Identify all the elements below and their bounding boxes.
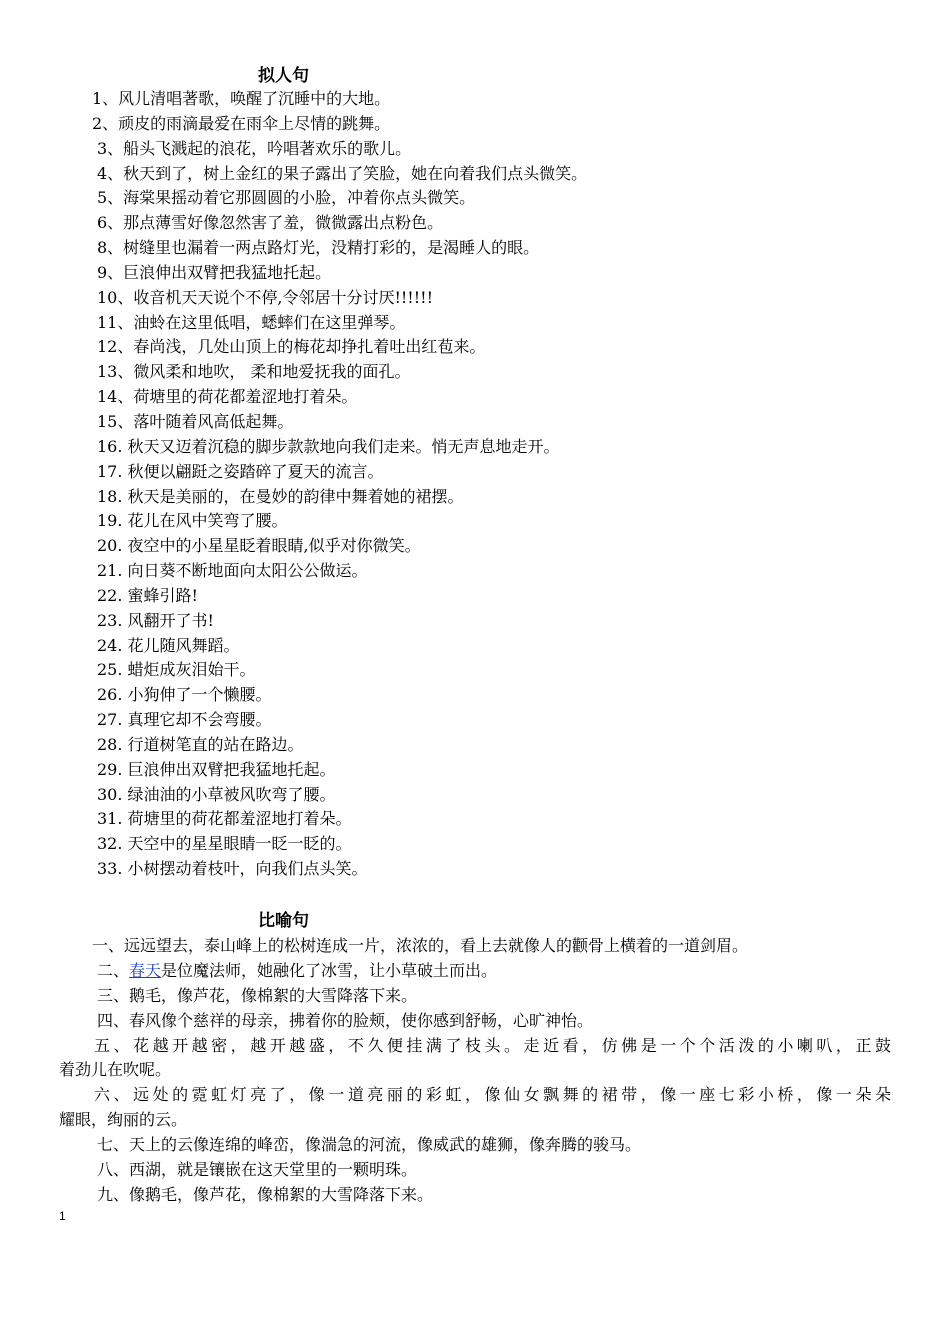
personification-item-text: 13、微风柔和地吹， 柔和地爱抚我的面孔。 — [97, 362, 411, 382]
personification-item-text: 21. 向日葵不断地面向太阳公公做运。 — [97, 561, 368, 581]
personification-item-text: 24. 花儿随风舞蹈。 — [97, 635, 240, 655]
personification-item-text: 27. 真理它却不会弯腰。 — [97, 710, 272, 730]
personification-item — [0, 634, 950, 659]
personification-item-text: 3、船头飞溅起的浪花，吟唱著欢乐的歌儿。 — [97, 138, 412, 158]
personification-item — [0, 584, 950, 609]
personification-item — [0, 485, 950, 510]
personification-item — [0, 87, 950, 112]
personification-item-text: 11、油蛉在这里低唱，蟋蟀们在这里弹琴。 — [97, 312, 406, 332]
simile-item-prefix: 二、 — [97, 960, 130, 980]
personification-item — [0, 435, 950, 460]
personification-item — [0, 857, 950, 882]
personification-item-text: 23. 风翻开了书! — [97, 610, 214, 630]
personification-item-text: 9、巨浪伸出双臂把我猛地托起。 — [97, 262, 332, 282]
simile-item: 五、花越开越密，越开越盛，不久便挂满了枝头。走近看，仿佛是一个个活泼的小喇叭，正鼓 — [94, 1035, 891, 1055]
simile-item: 四、春风像个慈祥的母亲，拂着你的脸颊，使你感到舒畅，心旷神怡。 — [97, 1010, 594, 1030]
personification-item — [0, 832, 950, 857]
personification-item — [0, 385, 950, 410]
personification-item — [0, 162, 950, 187]
simile-item: 七、天上的云像连绵的峰峦，像湍急的河流，像威武的雄狮，像奔腾的骏马。 — [97, 1135, 642, 1155]
personification-item — [0, 658, 950, 683]
personification-item-text: 19. 花儿在风中笑弯了腰。 — [97, 511, 288, 531]
personification-item — [0, 360, 950, 385]
personification-item-text: 28. 行道树笔直的站在路边。 — [97, 734, 304, 754]
personification-item-text: 32. 天空中的星星眼睛一眨一眨的。 — [97, 834, 352, 854]
personification-item-text: 25. 蜡炬成灰泪始干。 — [97, 660, 256, 680]
simile-item: 六、远处的霓虹灯亮了，像一道亮丽的彩虹，像仙女飘舞的裙带，像一座七彩小桥，像一朵朵 — [94, 1085, 891, 1105]
personification-item — [0, 186, 950, 211]
personification-item-text: 1、风儿清唱著歌，唤醒了沉睡中的大地。 — [92, 89, 391, 108]
personification-item-text: 20. 夜空中的小星星眨着眼睛,似乎对你微笑。 — [97, 536, 421, 556]
personification-item — [0, 460, 950, 485]
personification-item-text: 30. 绿油油的小草被风吹弯了腰。 — [97, 784, 336, 804]
personification-item — [0, 534, 950, 559]
personification-item — [0, 261, 950, 286]
personification-item — [0, 311, 950, 336]
personification-item-text: 22. 蜜蜂引路! — [97, 585, 198, 605]
personification-item — [0, 708, 950, 733]
spring-link[interactable]: 春天 — [129, 960, 162, 980]
personification-item — [0, 807, 950, 832]
personification-item-text: 8、树缝里也漏着一两点路灯光，没精打彩的，是渴睡人的眼。 — [97, 238, 540, 258]
personification-item — [0, 286, 950, 311]
simile-item: 九、像鹅毛，像芦花，像棉絮的大雪降落下来。 — [97, 1184, 434, 1204]
personification-item — [0, 236, 950, 261]
personification-item-text: 18. 秋天是美丽的，在曼妙的韵律中舞着她的裙摆。 — [97, 486, 464, 506]
personification-item — [0, 211, 950, 236]
personification-item-text: 31. 荷塘里的荷花都羞涩地打着朵。 — [97, 809, 352, 829]
personification-item-text: 6、那点薄雪好像忽然害了羞，微微露出点粉色。 — [97, 213, 444, 233]
personification-item — [0, 410, 950, 435]
simile-item — [0, 959, 950, 984]
section-title-personification: 拟人句 — [258, 66, 309, 86]
personification-item-text: 33. 小树摆动着枝叶，向我们点头笑。 — [97, 859, 368, 879]
page-number: 1 — [59, 1209, 66, 1223]
simile-item: 三、鹅毛，像芦花，像棉絮的大雪降落下来。 — [97, 985, 418, 1005]
simile-item-rest: 是位魔法师，她融化了冰雪，让小草破土而出。 — [161, 960, 498, 980]
personification-item-text: 4、秋天到了，树上金红的果子露出了笑脸，她在向着我们点头微笑。 — [97, 163, 588, 183]
personification-item-text: 2、顽皮的雨滴最爱在雨伞上尽情的跳舞。 — [92, 113, 391, 133]
personification-item-text: 17. 秋便以翩跹之姿踏碎了夏天的流言。 — [97, 461, 384, 481]
simile-paragraph — [0, 934, 950, 1208]
personification-item — [0, 733, 950, 758]
simile-item: 一、远远望去，泰山峰上的松树连成一片，浓浓的，看上去就像人的颧骨上横着的一道剑眉。 — [92, 936, 749, 955]
personification-item-text: 26. 小狗伸了一个懒腰。 — [97, 685, 272, 705]
personification-item-text: 14、荷塘里的荷花都羞涩地打着朵。 — [97, 387, 358, 407]
personification-item — [0, 609, 950, 634]
personification-item — [0, 112, 950, 137]
personification-item-text: 5、海棠果摇动着它那圆圆的小脸，冲着你点头微笑。 — [97, 188, 476, 208]
simile-item-continued: 着劲儿在吹呢。 — [59, 1060, 172, 1080]
section-title-simile: 比喻句 — [258, 911, 309, 931]
personification-item-text: 29. 巨浪伸出双臂把我猛地托起。 — [97, 759, 336, 779]
personification-item-text: 12、春尚浅，几处山顶上的梅花却挣扎着吐出红苞来。 — [97, 337, 486, 357]
personification-item — [0, 683, 950, 708]
simile-item: 八、西湖，就是镶嵌在这天堂里的一颗明珠。 — [97, 1160, 418, 1180]
simile-item-continued: 耀眼，绚丽的云。 — [59, 1110, 188, 1130]
personification-item-text: 15、落叶随着风高低起舞。 — [97, 411, 294, 431]
personification-item — [0, 559, 950, 584]
personification-item — [0, 783, 950, 808]
personification-item — [0, 335, 950, 360]
personification-item-text: 16. 秋天又迈着沉稳的脚步款款地向我们走来。悄无声息地走开。 — [97, 436, 560, 456]
personification-item-text: 10、收音机天天说个不停,令邻居十分讨厌!!!!!! — [97, 287, 434, 307]
personification-item — [0, 137, 950, 162]
personification-item — [0, 509, 950, 534]
personification-item — [0, 758, 950, 783]
simile-list — [0, 934, 950, 1208]
personification-list — [0, 87, 950, 882]
